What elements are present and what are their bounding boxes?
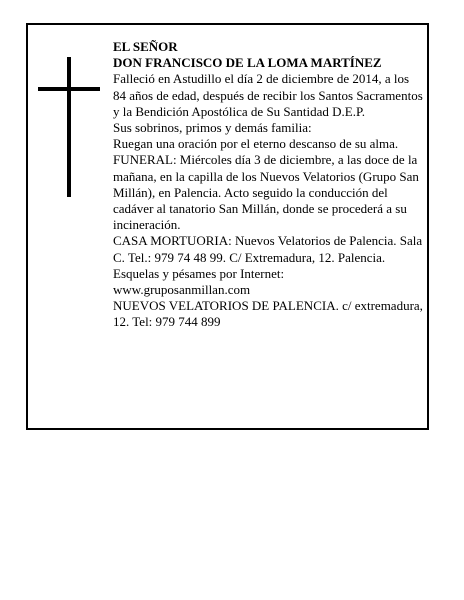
funeral-details: FUNERAL: Miércoles día 3 de diciembre, a las doce de la mañana, en la capilla de los Nuevos Velatorios (Grupo San Millán), en Palencia. Acto seguido la conducción del cadáver al tanatorio San Millán, donde se procederá a su incineración. xyxy=(113,152,419,233)
notice-body xyxy=(113,39,425,331)
notice-title-line1: EL SEÑOR xyxy=(113,39,178,54)
obituary-notice xyxy=(26,23,429,430)
cross-horizontal-bar xyxy=(38,87,100,91)
death-announcement: Falleció en Astudillo el día 2 de diciembre de 2014, a los 84 años de edad, después de recibir los Santos Sacramentos y la Bendición Apostólica de Su Santidad D.E.P. xyxy=(113,71,423,119)
mortuary-details: CASA MORTUORIA: Nuevos Velatorios de Palencia. Sala C. Tel.: 979 74 48 99. C/ Extremadura, 12. Palencia. xyxy=(113,233,423,265)
latin-cross-icon xyxy=(38,57,100,197)
prayer-request: Ruegan una oración por el eterno descanso de su alma. xyxy=(113,136,399,152)
funeral-home-footer: NUEVOS VELATORIOS DE PALENCIA. c/ extremadura, 12. Tel: 979 744 899 xyxy=(113,298,423,330)
cross-vertical-bar xyxy=(67,57,71,197)
website-link: www.gruposanmillan.com xyxy=(113,282,251,298)
deceased-name: DON FRANCISCO DE LA LOMA MARTÍNEZ xyxy=(113,55,382,71)
family-line: Sus sobrinos, primos y demás familia: xyxy=(113,120,312,136)
internet-label: Esquelas y pésames por Internet: xyxy=(113,265,285,281)
